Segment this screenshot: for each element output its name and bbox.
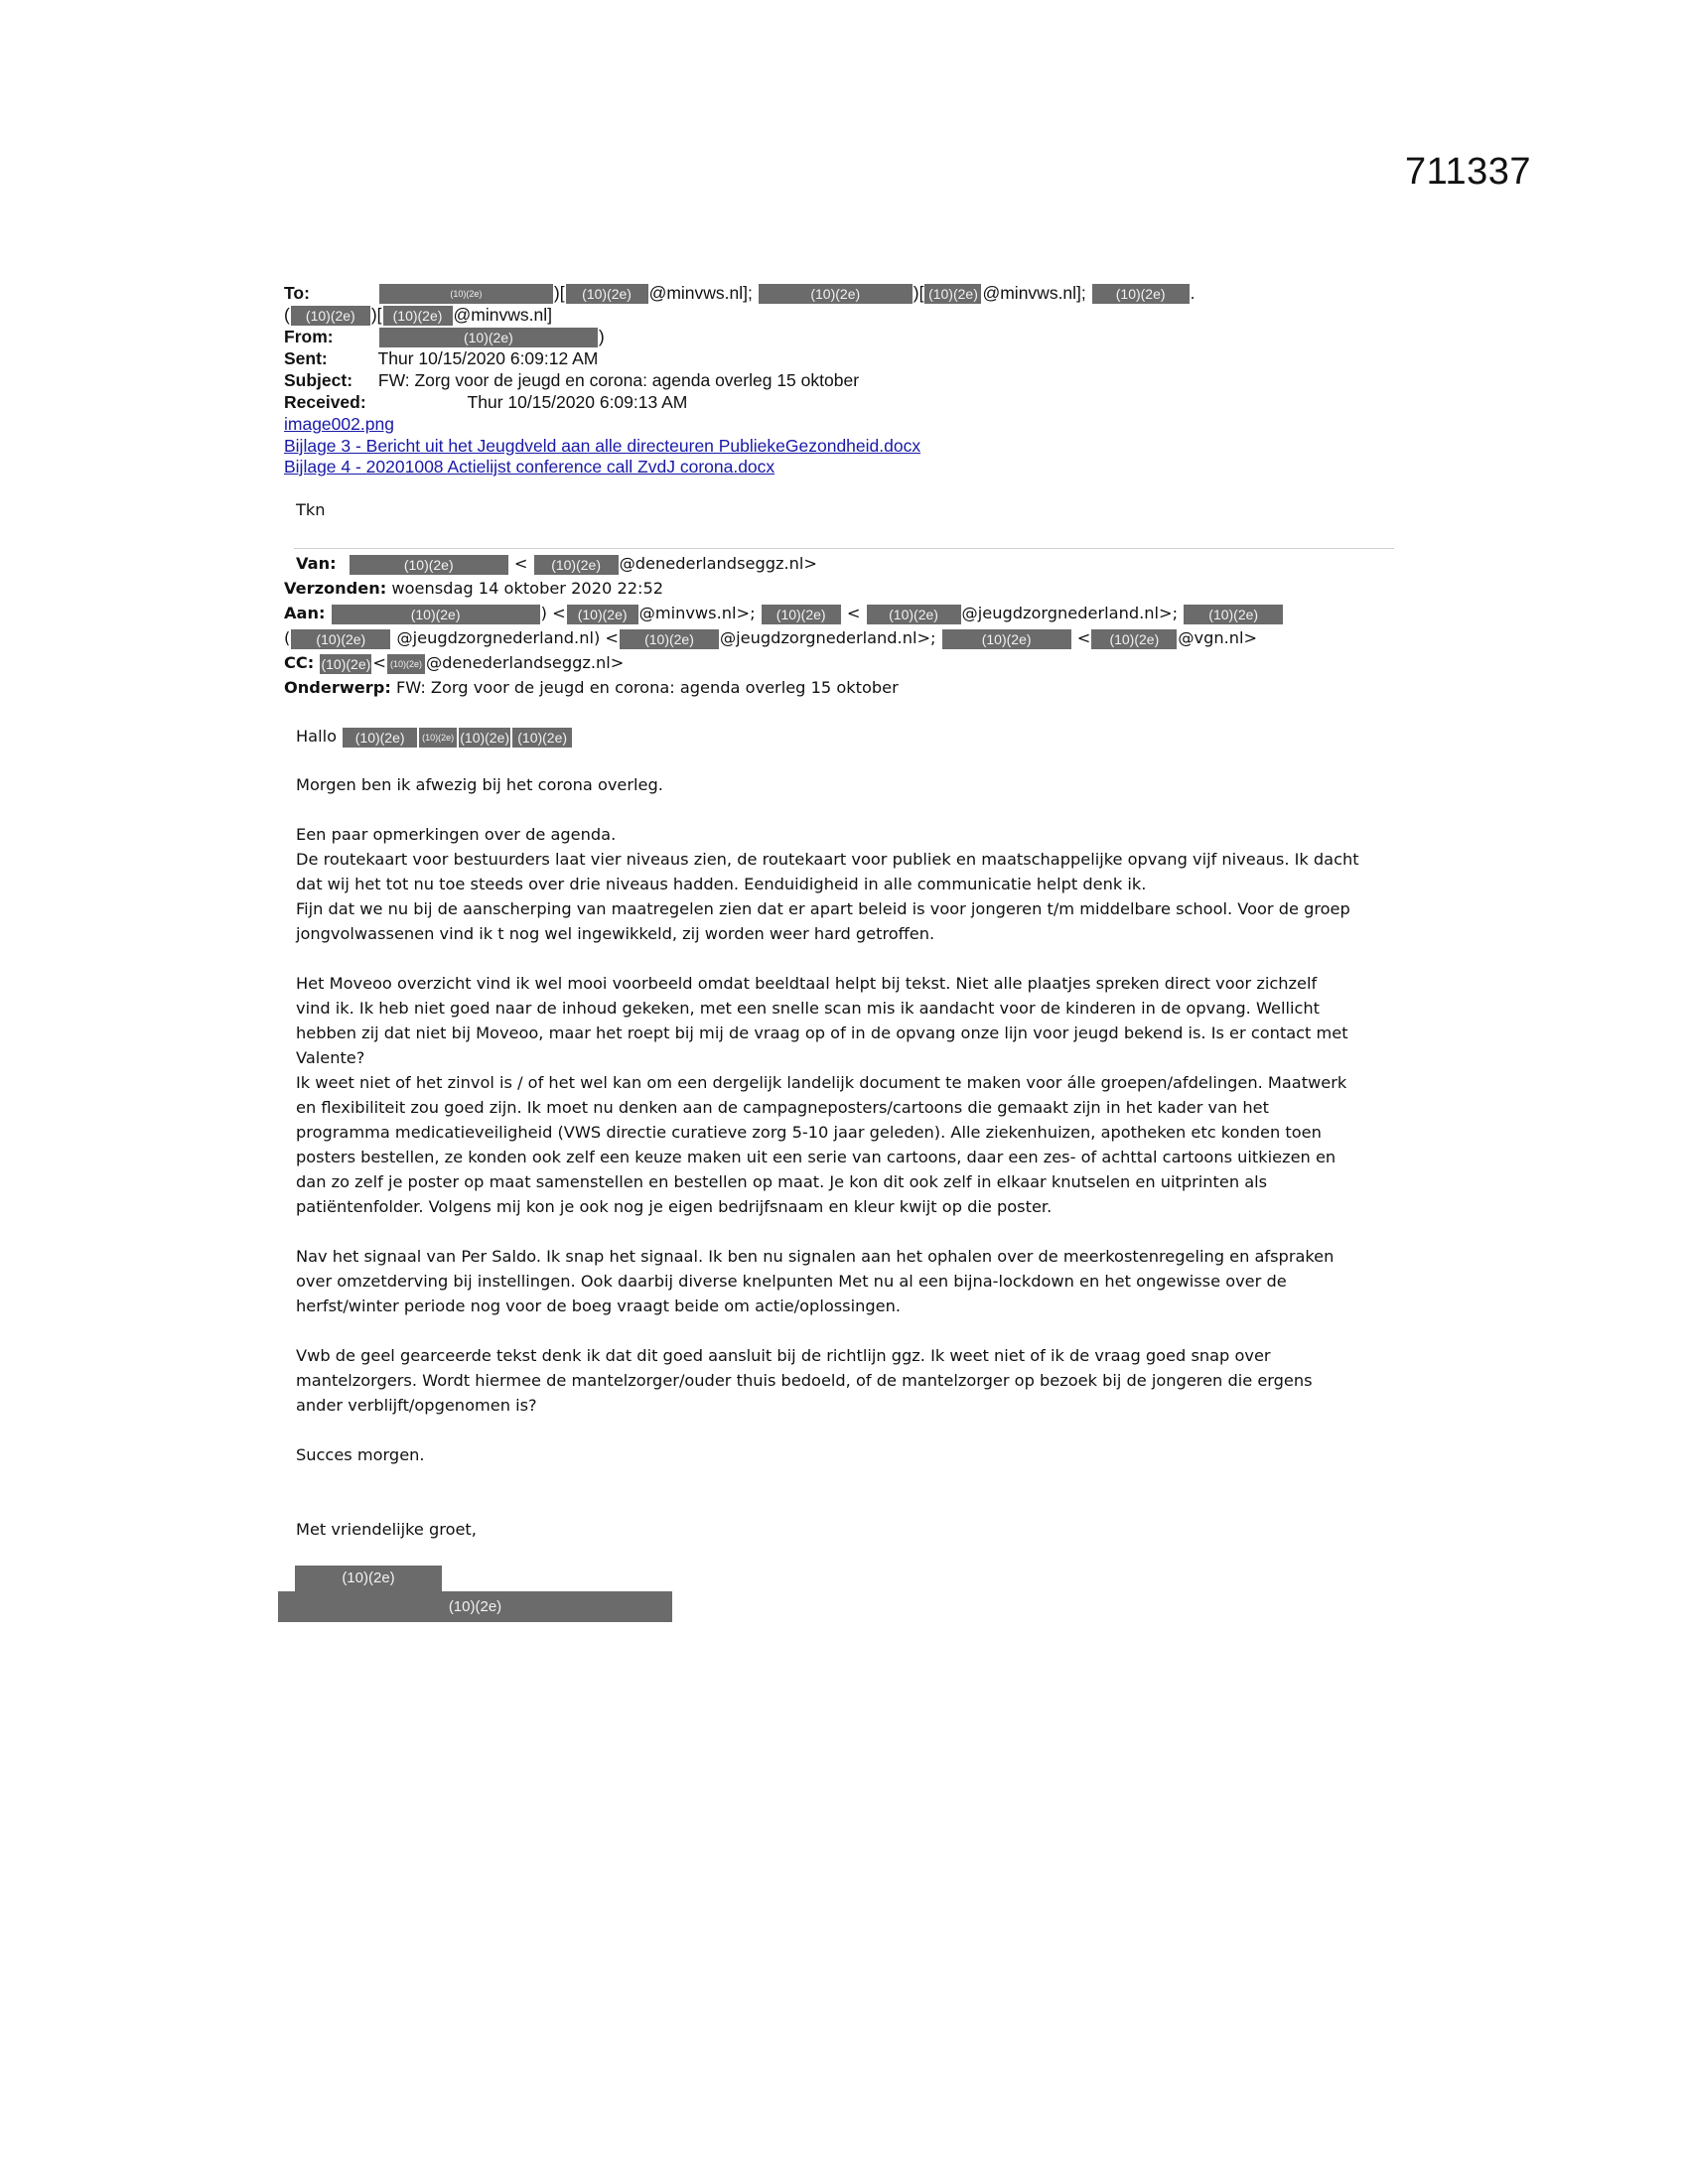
body-line: en flexibiliteit zou goed zijn. Ik moet nu denken aan de campagneposters/cartoons die gemaakt zijn in het kader van het	[296, 1098, 1269, 1117]
attachment-link-image[interactable]: image002.png	[284, 414, 394, 434]
redaction: (10)(2e)	[762, 605, 841, 624]
from-line: From: (10)(2e) )	[284, 327, 605, 346]
redaction: (10)(2e)	[1091, 629, 1177, 649]
document-number: 711337	[1405, 151, 1531, 193]
redaction: (10)(2e)	[460, 729, 510, 746]
cc-address: @denederlandseggz.nl>	[425, 653, 625, 672]
aan-label: Aan:	[284, 604, 326, 622]
subject-line	[284, 370, 859, 390]
aan-line-2: ( (10)(2e) @jeugdzorgnederland.nl) < (10)(2e) @jeugdzorgnederland.nl>; (10)(2e) < (10)(2e) @vgn.nl>	[284, 628, 1258, 647]
to-address-2: @minvws.nl];	[982, 283, 1086, 303]
redaction: (10)(2e)	[291, 629, 390, 649]
cc-line: CC: (10)(2e) < (10)(2e) @denederlandseggz.nl>	[284, 653, 625, 672]
separator-line	[294, 548, 1394, 549]
to-address-1: @minvws.nl];	[648, 283, 753, 303]
redaction: (10)(2e)	[759, 284, 913, 304]
cc-label: CC:	[284, 653, 315, 672]
greeting: Hallo	[296, 727, 337, 746]
body-line: vind ik. Ik heb niet goed naar de inhoud gekeken, met een snelle scan mis ik aandacht voor de kinderen in de opvang. Wellicht	[296, 999, 1320, 1018]
to-line: To: (10)(2e) )[ (10)(2e) @minvws.nl]; (10)(2e) )[ (10)(2e) @minvws.nl]; (10)(2e) .	[284, 283, 1196, 303]
redaction: (10)(2e)	[350, 555, 508, 575]
aan-line: Aan: (10)(2e) ) < (10)(2e) @minvws.nl>; (10)(2e) < (10)(2e) @jeugdzorgnederland.nl>; (10)(2e)	[284, 602, 1284, 625]
redaction: (10)(2e)	[379, 284, 553, 304]
aan-address-2: @jeugdzorgnederland.nl>;	[961, 604, 1179, 622]
verzonden-label: Verzonden:	[284, 579, 387, 598]
body-line: ander verblijft/opgenomen is?	[296, 1396, 537, 1415]
body-line: dat wij het tot nu toe steeds over drie niveaus hadden. Eenduidigheid in alle communicatie helpt denk ik.	[296, 875, 1147, 893]
body-line: Het Moveoo overzicht vind ik wel mooi voorbeeld omdat beeldtaal helpt bij tekst. Niet alle plaatjes spreken direct voor zichzelf	[296, 974, 1318, 993]
sent-line	[284, 348, 598, 368]
redaction: (10)(2e)	[387, 654, 425, 674]
redaction: (10)(2e)	[867, 605, 961, 624]
sent-label: Sent:	[284, 348, 328, 368]
body-line: jongvolwassenen vind ik t nog wel ingewikkeld, zij worden weer hard getroffen.	[296, 924, 935, 943]
received-value: Thur 10/15/2020 6:09:13 AM	[467, 392, 688, 412]
attachment-link-bijlage-4[interactable]: Bijlage 4 - 20201008 Actielijst conference call ZvdJ corona.docx	[284, 457, 775, 477]
signature-redaction: (10)(2e)	[295, 1566, 442, 1591]
redaction: (10)(2e)	[1092, 284, 1190, 304]
verzonden-line	[284, 577, 663, 601]
redaction: (10)(2e)	[924, 284, 981, 304]
signature-redaction: (10)(2e)	[278, 1591, 672, 1622]
redaction: (10)(2e)	[620, 629, 719, 649]
body-line: Een paar opmerkingen over de agenda.	[296, 825, 617, 844]
body-line: over omzetderving bij instellingen. Ook daarbij diverse knelpunten Met nu al een bijna-lockdown en het ongewisse over de	[296, 1272, 1287, 1291]
redaction: (10)(2e)	[419, 728, 457, 748]
redaction: (10)(2e)	[566, 284, 648, 304]
received-label: Received:	[284, 392, 366, 412]
redaction: (10)(2e)	[383, 306, 453, 326]
body-line: Nav het signaal van Per Saldo. Ik snap het signaal. Ik ben nu signalen aan het ophalen over de meerkostenregeling en afspraken	[296, 1247, 1335, 1266]
sign-off: Met vriendelijke groet,	[296, 1520, 477, 1539]
onderwerp-value: FW: Zorg voor de jeugd en corona: agenda overleg 15 oktober	[395, 678, 899, 697]
body-line: Ik weet niet of het zinvol is / of het wel kan om een dergelijk landelijk document te maken voor álle groepen/afdelingen. Maatwerk	[296, 1073, 1347, 1092]
redaction: (10)(2e)	[343, 728, 417, 748]
to-line-2: ( (10)(2e) )[ (10)(2e) @minvws.nl]	[284, 305, 552, 325]
aan-address-3: @jeugdzorgnederland.nl)	[396, 628, 601, 647]
greeting-line	[296, 725, 573, 749]
body-line: patiëntenfolder. Volgens mij kon je ook nog je eigen bedrijfsnaam en kleur kwijt op die poster.	[296, 1197, 1053, 1216]
aan-address-4: @jeugdzorgnederland.nl>;	[719, 628, 936, 647]
body-line: Morgen ben ik afwezig bij het corona overleg.	[296, 775, 663, 794]
redaction: (10)(2e)	[379, 328, 598, 347]
from-label: From:	[284, 327, 334, 346]
subject-value: FW: Zorg voor de jeugd en corona: agenda overleg 15 oktober	[377, 370, 860, 390]
body-line: hebben zij dat niet bij Moveoo, maar het roept bij mij de vraag op of in de opvang onze lijn voor jeugd bekend is. Is er contact met	[296, 1024, 1348, 1042]
van-label: Van:	[296, 554, 337, 573]
onderwerp-line	[284, 676, 899, 700]
van-address: @denederlandseggz.nl>	[619, 554, 817, 573]
redaction: (10)(2e)	[1184, 605, 1283, 624]
attachment-link-bijlage-3[interactable]: Bijlage 3 - Bericht uit het Jeugdveld aan alle directeuren PubliekeGezondheid.docx	[284, 436, 921, 456]
received-line	[284, 392, 687, 412]
verzonden-value: woensdag 14 oktober 2020 22:52	[391, 579, 664, 598]
redaction: (10)(2e)	[332, 605, 540, 624]
body-line: Valente?	[296, 1048, 365, 1067]
body-line: posters bestellen, ze konden ook zelf een keuze maken uit een serie van cartoons, daar een zes- of achttal cartoons uitkiezen en	[296, 1148, 1336, 1166]
closing-line: Succes morgen.	[296, 1445, 425, 1464]
redaction: (10)(2e)	[321, 655, 371, 672]
body-line: Vwb de geel gearceerde tekst denk ik dat dit goed aansluit bij de richtlijn ggz. Ik weet niet of ik de vraag goed snap over	[296, 1346, 1271, 1365]
body-line: mantelzorgers. Wordt hiermee de mantelzorger/ouder thuis bedoeld, of de mantelzorger op bezoek bij de jongeren die ergens	[296, 1371, 1313, 1390]
body-line: herfst/winter periode nog voor de boeg vraagt beide om actie/oplossingen.	[296, 1297, 901, 1315]
redaction: (10)(2e)	[534, 555, 619, 575]
redaction: (10)(2e)	[567, 605, 638, 624]
aan-address-1: @minvws.nl>;	[638, 604, 756, 622]
subject-label: Subject:	[284, 370, 353, 390]
to-label: To:	[284, 283, 310, 303]
body-line: Fijn dat we nu bij de aanscherping van maatregelen zien dat er apart beleid is voor jongeren t/m middelbare school. Voor de groep	[296, 899, 1350, 918]
redaction: (10)(2e)	[291, 306, 370, 326]
to-address-3: @minvws.nl]	[453, 305, 552, 325]
van-line: Van: (10)(2e) < (10)(2e) @denederlandseggz.nl>	[296, 554, 817, 573]
sent-value: Thur 10/15/2020 6:09:12 AM	[377, 348, 599, 368]
onderwerp-label: Onderwerp:	[284, 678, 391, 697]
aan-address-5: @vgn.nl>	[1178, 628, 1258, 647]
redaction: (10)(2e)	[942, 629, 1071, 649]
redaction: (10)(2e)	[512, 728, 572, 748]
body-line: programma medicatieveiligheid (VWS directie curatieve zorg 5-10 jaar geleden). Alle ziekenhuizen, apotheken etc konden toen	[296, 1123, 1322, 1142]
body-line: dan zo zelf je poster op maat samenstellen en bestellen op maat. Je kon dit ook zelf in elkaar knutselen en uitprinten als	[296, 1172, 1268, 1191]
body-line: De routekaart voor bestuurders laat vier niveaus zien, de routekaart voor publiek en maatschappelijke opvang vijf niveaus. Ik dacht	[296, 850, 1359, 869]
tkn-text: Tkn	[296, 500, 326, 519]
